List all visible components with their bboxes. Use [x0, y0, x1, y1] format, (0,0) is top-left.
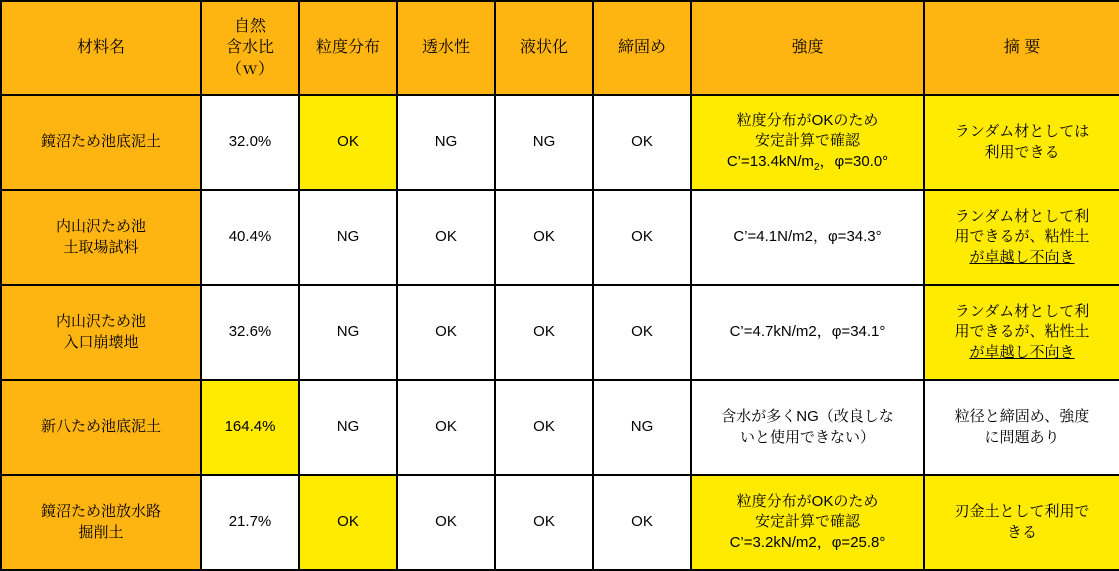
- compaction-cell: OK: [593, 190, 691, 285]
- column-header-water-content-line1: 自然: [233, 17, 266, 35]
- column-header-water-content-line3: （ｗ）: [225, 60, 274, 78]
- permeability-cell: OK: [397, 380, 495, 475]
- grain-size-cell: OK: [299, 95, 397, 190]
- material-name-line1: 内山沢ため池: [55, 313, 146, 331]
- material-name-line2: 土取場試料: [63, 238, 139, 256]
- strength-line2: 安定計算で確認: [754, 132, 860, 150]
- strength-cell: [691, 285, 924, 380]
- material-name-line1: 内山沢ため池: [55, 218, 146, 236]
- column-header-compaction: 締固め: [593, 1, 691, 95]
- permeability-cell: OK: [397, 190, 495, 285]
- table-row: [1, 380, 1119, 475]
- grain-size-cell: NG: [299, 190, 397, 285]
- material-name-cell: [1, 190, 201, 285]
- column-header-material-name: 材料名: [1, 1, 201, 95]
- remarks-line2: [929, 227, 1115, 247]
- material-name-line1: 新八ため池底泥土: [40, 418, 161, 436]
- liquefaction-cell: OK: [495, 190, 593, 285]
- water-content-cell: 32.0%: [201, 95, 299, 190]
- table-row: [1, 95, 1119, 190]
- liquefaction-cell: OK: [495, 285, 593, 380]
- permeability-cell: OK: [397, 475, 495, 570]
- strength-line3: C’=3.2kN/m2，φ=25.8°: [729, 533, 886, 551]
- material-name-cell: [1, 380, 201, 475]
- liquefaction-cell: OK: [495, 380, 593, 475]
- compaction-cell: NG: [593, 380, 691, 475]
- remarks-line1: ランダム材として利: [954, 208, 1090, 226]
- compaction-cell: OK: [593, 95, 691, 190]
- water-content-cell: 40.4%: [201, 190, 299, 285]
- table-row: [1, 285, 1119, 380]
- column-header-strength: 強度: [691, 1, 924, 95]
- remarks-line2: に問題あり: [984, 428, 1060, 446]
- material-name-cell: [1, 475, 201, 570]
- strength-line1: 粒度分布がOKのため: [736, 493, 879, 511]
- water-content-cell: 32.6%: [201, 285, 299, 380]
- remarks-line2-text: 用できるが、粘性土: [954, 228, 1090, 246]
- strength-cell: [691, 380, 924, 475]
- material-name-line2: 入口崩壊地: [63, 333, 139, 351]
- material-name-cell: [1, 285, 201, 380]
- remarks-line2: 用できるが、粘性土: [954, 323, 1090, 341]
- remarks-line3: が卓越し不向き: [969, 343, 1075, 361]
- remarks-line3: が卓越し不向き: [969, 248, 1075, 266]
- water-content-cell: 21.7%: [201, 475, 299, 570]
- water-content-cell: 164.4%: [201, 380, 299, 475]
- compaction-cell: OK: [593, 285, 691, 380]
- strength-line2: C’=4.1N/m2，φ=34.3°: [733, 228, 882, 246]
- remarks-line1: 刃金土として利用で: [954, 503, 1090, 521]
- strength-line2: 安定計算で確認: [754, 513, 860, 531]
- compaction-cell: OK: [593, 475, 691, 570]
- remarks-cell: [924, 285, 1119, 380]
- strength-cell: [691, 95, 924, 190]
- column-header-permeability: 透水性: [397, 1, 495, 95]
- table-row: [1, 190, 1119, 285]
- liquefaction-cell: OK: [495, 475, 593, 570]
- strength-line3-value: C’=13.4kN/m: [726, 152, 814, 170]
- column-header-grain-size: 粒度分布: [299, 1, 397, 95]
- permeability-cell: NG: [397, 95, 495, 190]
- material-name-line1: 鏡沼ため池放水路: [40, 503, 161, 521]
- remarks-line2: 利用できる: [984, 143, 1060, 161]
- strength-cell: [691, 475, 924, 570]
- remarks-cell: [924, 380, 1119, 475]
- strength-cell: [691, 190, 924, 285]
- remarks-line1: ランダム材として利: [954, 303, 1090, 321]
- strength-line3-phi: ，φ=30.0°: [819, 152, 889, 170]
- remarks-cell: [924, 95, 1119, 190]
- column-header-remarks: 摘 要: [924, 1, 1119, 95]
- column-header-water-content: [201, 1, 299, 95]
- table-header-row: [1, 1, 1119, 95]
- material-name-line1: 鏡沼ため池底泥土: [40, 133, 161, 151]
- column-header-water-content-line2: 含水比: [225, 39, 274, 57]
- material-name-line2: 掘削土: [78, 523, 124, 541]
- strength-line1: 含水が多くNG（改良しな: [721, 408, 894, 426]
- grain-size-cell: OK: [299, 475, 397, 570]
- remarks-line1: 粒径と締固め、強度: [954, 408, 1090, 426]
- remarks-cell: [924, 475, 1119, 570]
- material-name-cell: [1, 95, 201, 190]
- strength-line2: C’=4.7kN/m2，φ=34.1°: [729, 323, 886, 341]
- strength-line1: 粒度分布がOKのため: [736, 112, 879, 129]
- grain-size-cell: NG: [299, 380, 397, 475]
- remarks-cell: [924, 190, 1119, 285]
- strength-line2: いと使用できない）: [739, 428, 875, 446]
- column-header-liquefaction: 液状化: [495, 1, 593, 95]
- permeability-cell: OK: [397, 285, 495, 380]
- strength-line3: [696, 152, 919, 175]
- grain-size-cell: NG: [299, 285, 397, 380]
- liquefaction-cell: NG: [495, 95, 593, 190]
- strength-line3-superscript: 2: [813, 161, 820, 173]
- remarks-line2: きる: [1006, 523, 1037, 541]
- remarks-line1: ランダム材としては: [954, 123, 1090, 141]
- table-row: [1, 475, 1119, 570]
